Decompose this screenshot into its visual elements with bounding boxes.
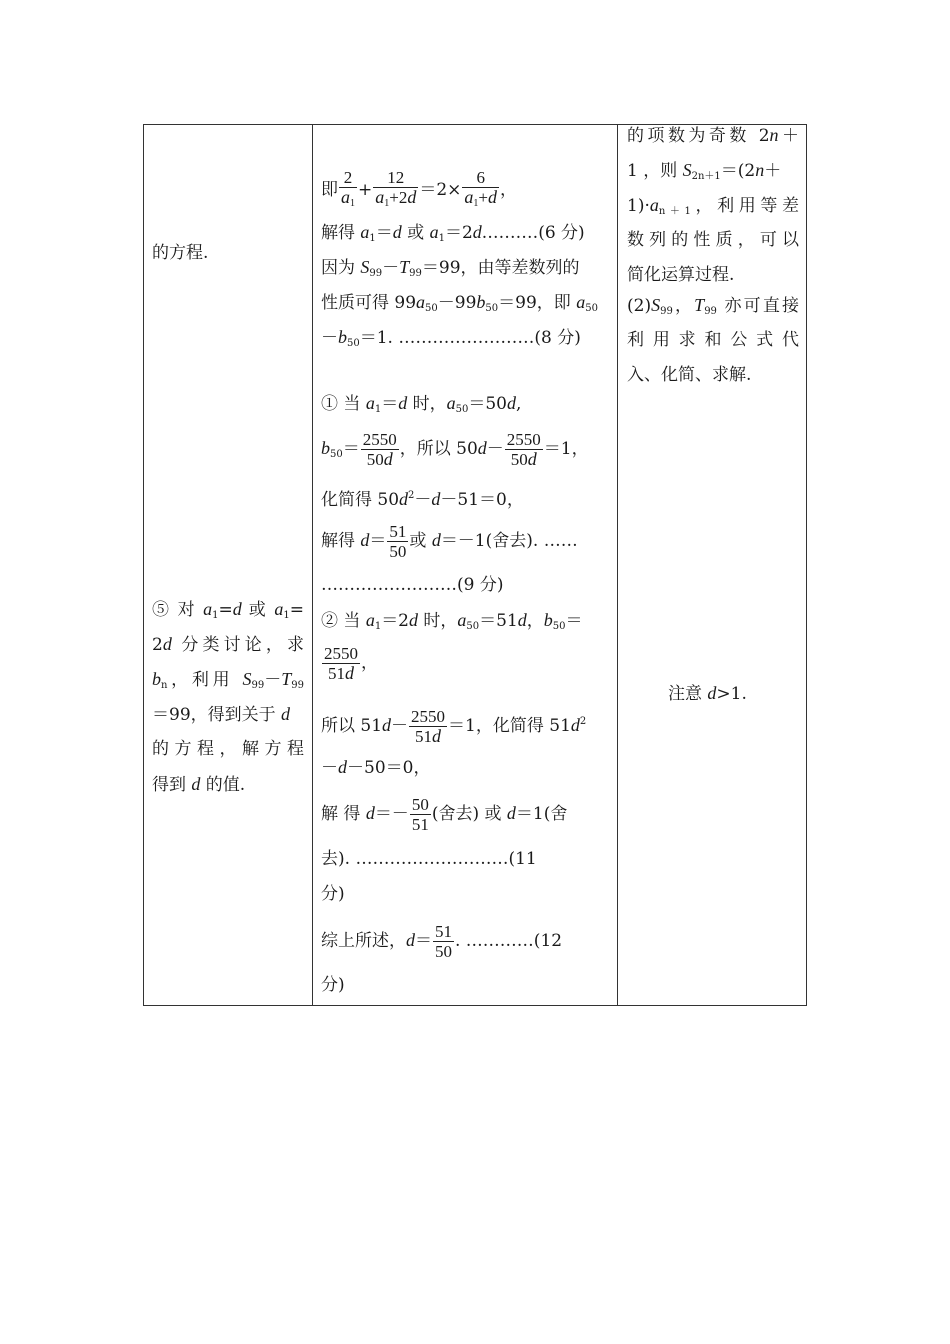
note-line5: 简化运算过程. [627, 265, 735, 285]
note-d-condition: 注意 d>1. [668, 683, 747, 704]
step5-line6: 得到 d 的值. [152, 774, 246, 795]
case1-line3: 化简得 $50d^2-d-51=0$， [321, 489, 524, 510]
case1-line4: 解得 d＝ $\frac{51}{50}$ 或 d＝－1(舍去). …… [321, 522, 578, 561]
column-divider-2 [617, 124, 618, 1006]
step5-line1: ⑤ 对 $a_1=d$ 或 $a_1=$ [152, 599, 304, 621]
case2-line2: $\frac{2550}{51d}$ ， [324, 644, 378, 683]
sol-line-8pts: $-b_{50}=1$. ……………………(8 分) [321, 327, 581, 349]
sol-equation: 即 $\frac{2}{a_1}$ + $\frac{12}{a_1+2d}$ ＝2× $\frac{6}{a_1+d}$ ， [321, 168, 517, 209]
note-line3: $1)\cdot a_{n+1}$，利用等差 [627, 195, 799, 217]
note-line4: 数列的性质，可以 [627, 230, 799, 250]
case1-line1: ① 当 $a_1=d$ 时，$a_{50}=50d$, [321, 393, 522, 415]
sol-line-6pts: 解得 $a_1=d$ 或 $a_1=2d.\dots\dots\dots(6$ 分) [321, 222, 585, 244]
note-line1: 的项数为奇数 2n＋ [627, 125, 799, 146]
case2-line4: －d－50＝0， [321, 757, 431, 778]
case2-line6: 去). ………………………(11 [321, 849, 537, 869]
note-line2: 1 ，则 $S_{2n+1}=(2n+$ [627, 160, 782, 182]
case1-line5: ……………………(9 分) [321, 575, 504, 595]
column-divider-1 [312, 124, 313, 1006]
conclusion-line: 综上所述，d＝ $\frac{51}{50}$ . …………(12 [321, 922, 563, 961]
note-line7: 利用求和公式代 [627, 330, 799, 350]
note-line6: $(2)S_{99}$，$T_{99}$ 亦可直接 [627, 295, 800, 317]
case1-line2: $b_{50}=$ $\frac{2550}{50d}$ ，所以 50d－ $\frac{2550}{50d}$ ＝1， [321, 430, 589, 469]
step5-line5: 的方程，解方程 [152, 739, 304, 759]
note-line8: 入、化简、求解. [627, 365, 752, 385]
conclusion-line2: 分) [321, 975, 345, 995]
sol-line-property: 性质可得 $99a_{50}-99b_{50}=99$，即 $a_{50}$ [321, 292, 598, 314]
case2-line7: 分) [321, 884, 345, 904]
case2-line5: 解 得 d＝－ $\frac{50}{51}$ (舍去) 或 d＝1(舍 [321, 795, 568, 834]
step5-line2: 2d 分类讨论，求 [152, 634, 304, 655]
case2-line3: 所以 51d－ $\frac{2550}{51d}$ ＝1，化简得 $51d^2$ [321, 707, 587, 746]
step5-line4: ＝99，得到关于 d [152, 704, 291, 725]
case2-line1: ② 当 $a_1=2d$ 时，$a_{50}=51d$，$b_{50}=$ [321, 610, 583, 632]
sol-line-because: 因为 $S_{99}-T_{99}=99$，由等差数列的 [321, 257, 580, 279]
step5-line3: $b_n$，利用 $S_{99}-T_{99}$ [152, 669, 304, 691]
col1-top-text: 的方程. [152, 243, 209, 263]
